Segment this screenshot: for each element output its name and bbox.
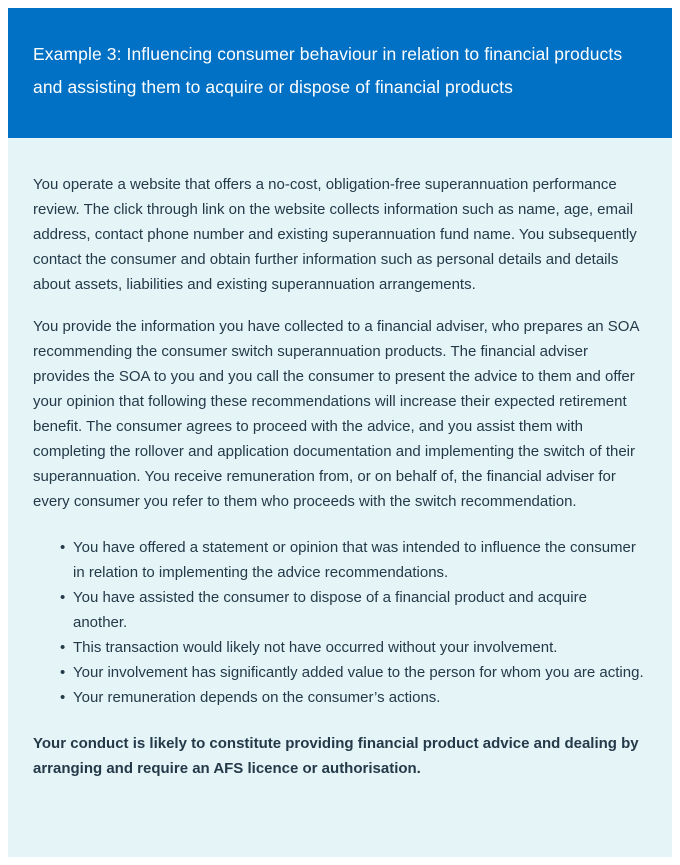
example-header-banner: [8, 8, 672, 138]
example-body: [8, 138, 672, 857]
scenario-paragraph-1: You operate a website that offers a no-cost, obligation-free superannuation performance review. The click through link on the website collects information such as name, age, email address, contact phone number and existing superannuation fund name. You subsequently contact the consumer and obtain further information such as personal details and details about assets, liabilities and existing superannuation arrangements.: [33, 176, 637, 293]
list-item: • You have offered a statement or opinion that was intended to influence the consumer in relation to implementing the advice recommendations.: [60, 535, 644, 585]
conclusion-statement: Your conduct is likely to constitute providing financial product advice and dealing by arranging and require an AFS licence or authorisation.: [33, 735, 639, 777]
scenario-paragraph-2: You provide the information you have collected to a financial adviser, who prepares an SOA recommending the consumer switch superannuation products. The financial adviser provides the SOA to you and you call the consumer to present the advice to them and offer your opinion that following these recommendations will increase their expected retirement benefit. The consumer agrees to proceed with the advice, and you assist them with completing the rollover and application documentation and implementing the switch of their superannuation. You receive remuneration from, or on behalf of, the financial adviser for every consumer you refer to them who proceeds with the switch recommendation.: [33, 318, 639, 510]
list-item: • Your remuneration depends on the consumer’s actions.: [60, 685, 644, 710]
key-points-list: [33, 535, 644, 710]
list-item: • You have assisted the consumer to dispose of a financial product and acquire another.: [60, 585, 644, 635]
example-title: Example 3: Influencing consumer behaviour in relation to financial products and assisting them to acquire or dispose of financial products: [33, 44, 623, 97]
list-item: • Your involvement has significantly added value to the person for whom you are acting.: [60, 660, 644, 685]
list-item: • This transaction would likely not have occurred without your involvement.: [60, 635, 644, 660]
